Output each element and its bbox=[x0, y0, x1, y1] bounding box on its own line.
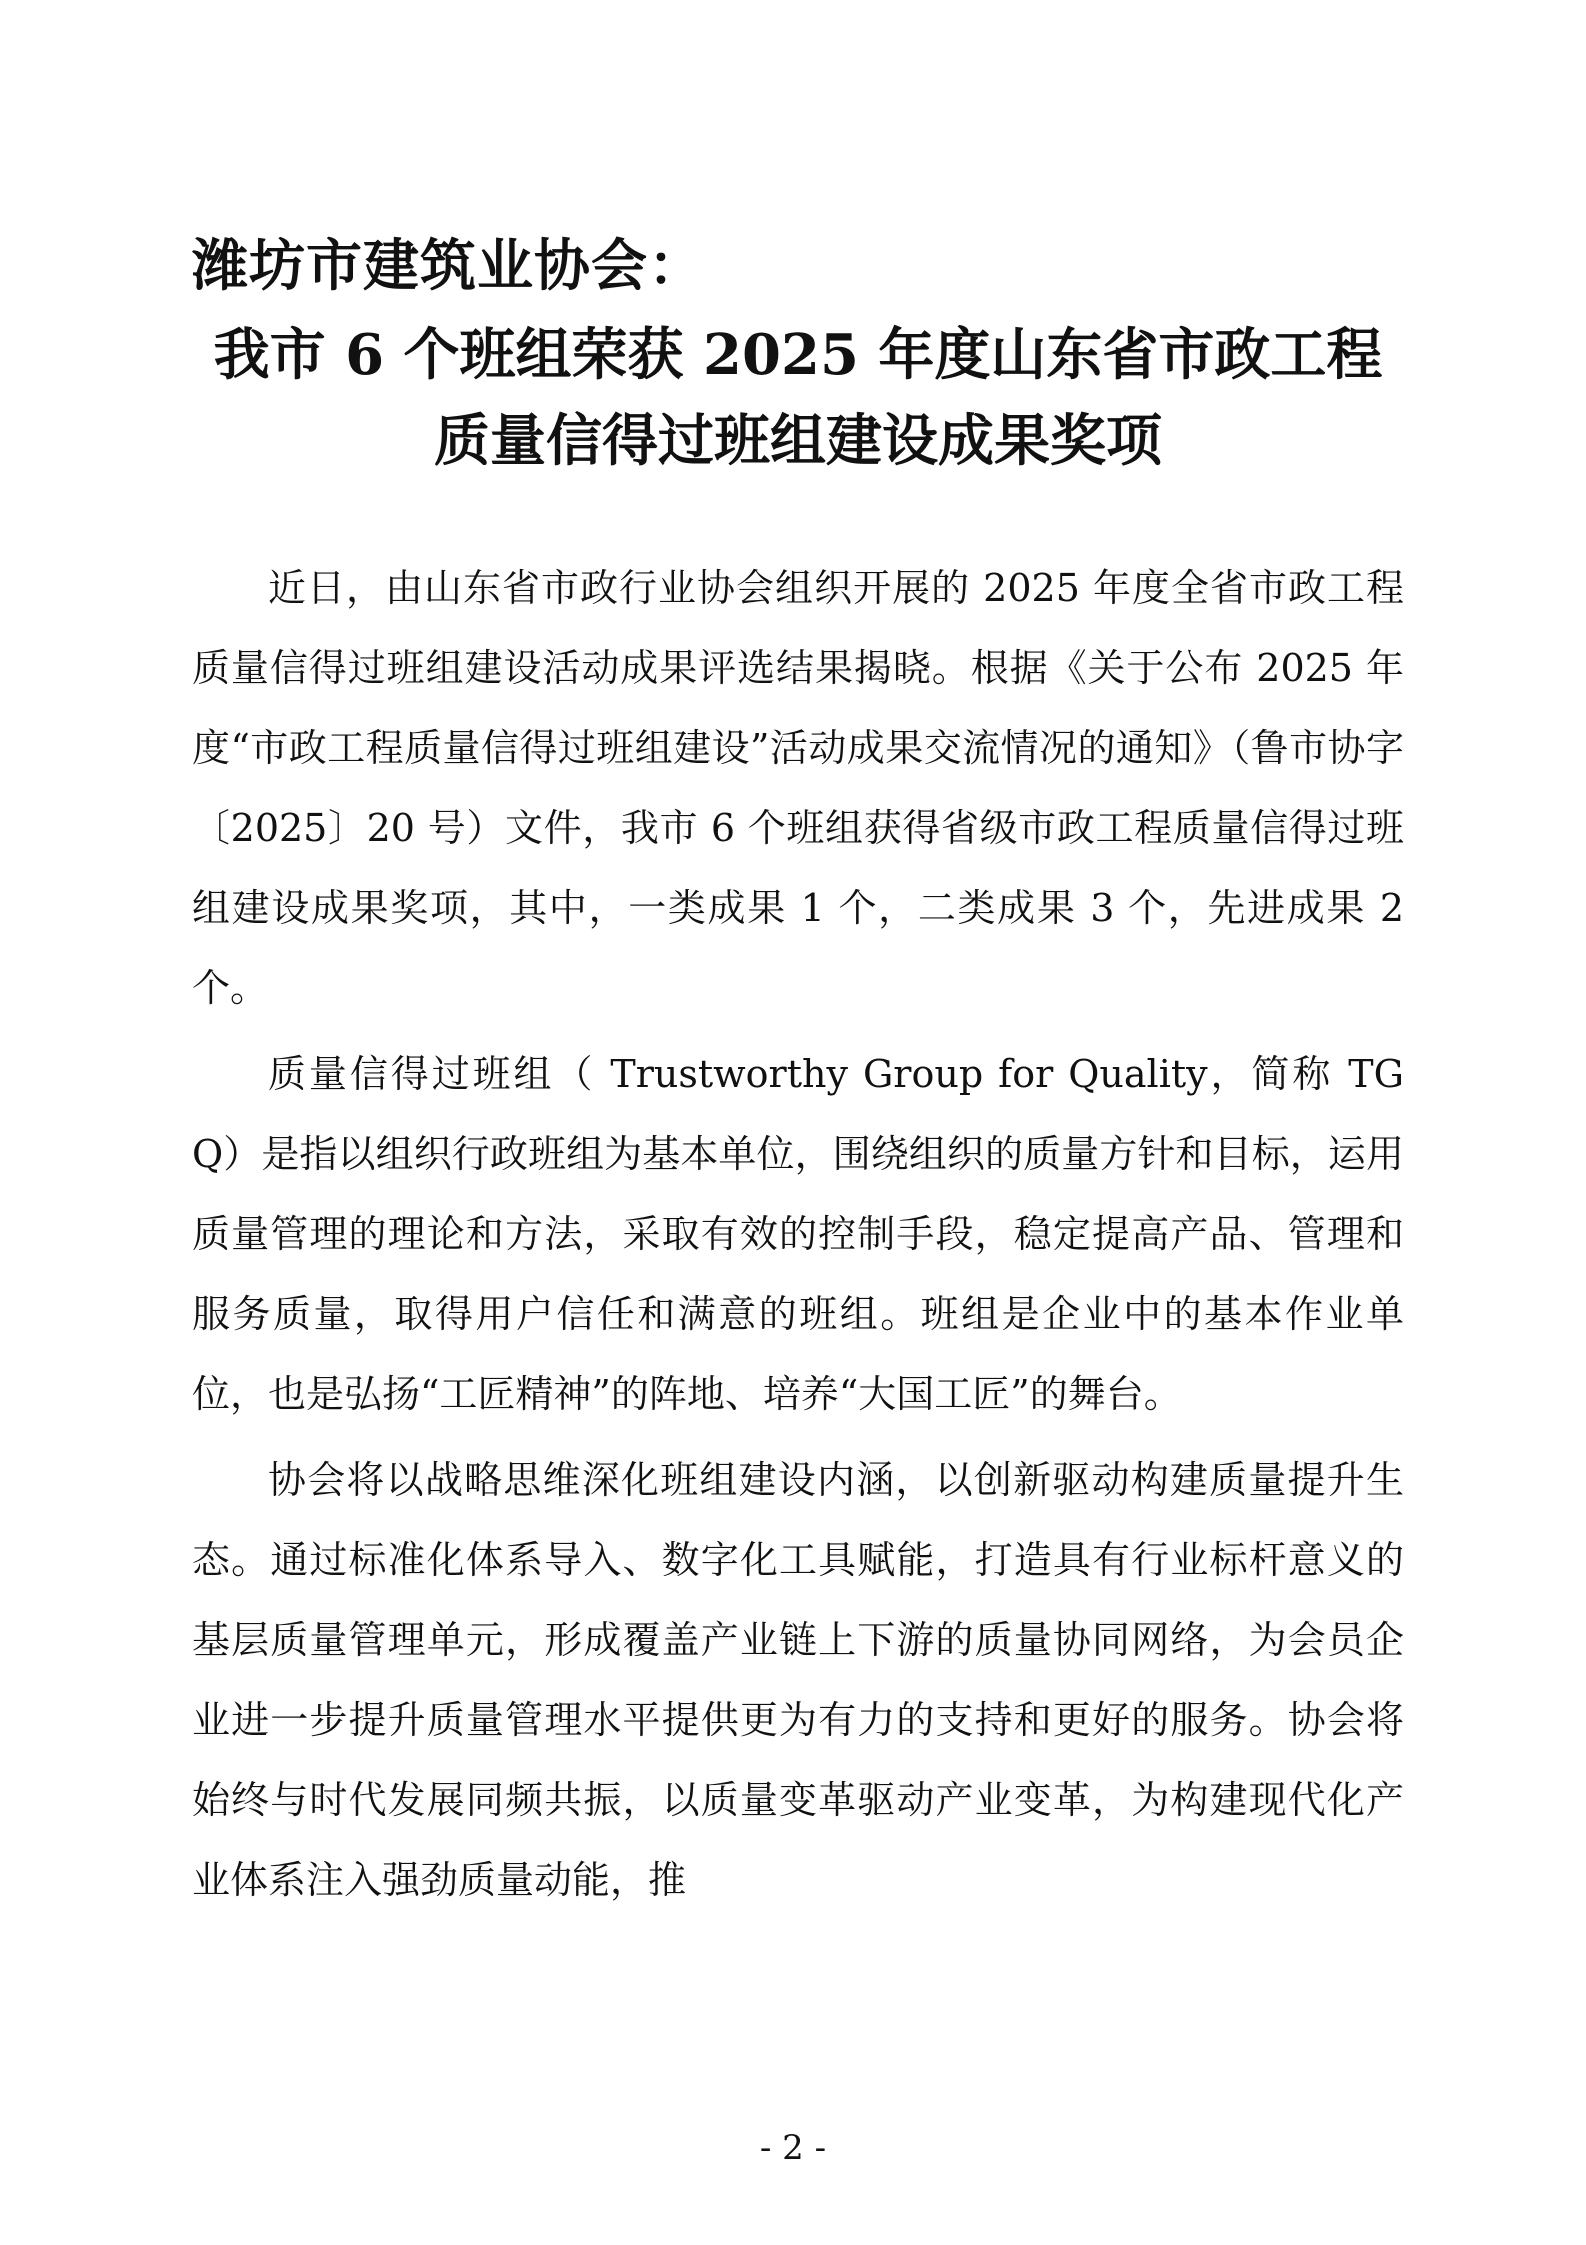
paragraph-announcement: 近日，由山东省市政行业协会组织开展的 2025 年度全省市政工程质量信得过班组建设活动成果评选结果揭晓。根据《关于公布 2025 年度“市政工程质量信得过班组建设”活动成果交流情况的通知》（鲁市协字〔2025〕20 号）文件，我市 6 个班组获得省级市政工程质量信得过班组建设成果奖项，其中，一类成果 1 个，二类成果 3 个，先进成果 2 个。 bbox=[192, 566, 1404, 1010]
page-number: - 2 - bbox=[759, 2128, 827, 2168]
article-body bbox=[192, 548, 1404, 1926]
paragraph-association-plan: 协会将以战略思维深化班组建设内涵，以创新驱动构建质量提升生态。通过标准化体系导入、数字化工具赋能，打造具有行业标杆意义的基层质量管理单元，形成覆盖产业链上下游的质量协同网络，为会员企业进一步提升质量管理水平提供更为有力的支持和更好的服务。协会将始终与时代发展同频共振，以质量变革驱动产业变革，为构建现代化产业体系注入强劲质量动能，推 bbox=[192, 1458, 1404, 1902]
headline bbox=[192, 312, 1404, 484]
paragraph-tgq-definition: 质量信得过班组（ Trustworthy Group for Quality，简称 TGQ）是指以组织行政班组为基本单位，围绕组织的质量方针和目标，运用质量管理的理论和方法，采取有效的控制手段，稳定提高产品、管理和服务质量，取得用户信任和满意的班组。班组是企业中的基本作业单位，也是弘扬“工匠精神”的阵地、培养“大国工匠”的舞台。 bbox=[192, 1052, 1404, 1416]
headline-line-1: 我市 6 个班组荣获 2025 年度山东省市政工程 bbox=[213, 322, 1383, 388]
organization-title: 潍坊市建筑业协会： bbox=[192, 233, 705, 299]
headline-line-2: 质量信得过班组建设成果奖项 bbox=[434, 408, 1162, 474]
